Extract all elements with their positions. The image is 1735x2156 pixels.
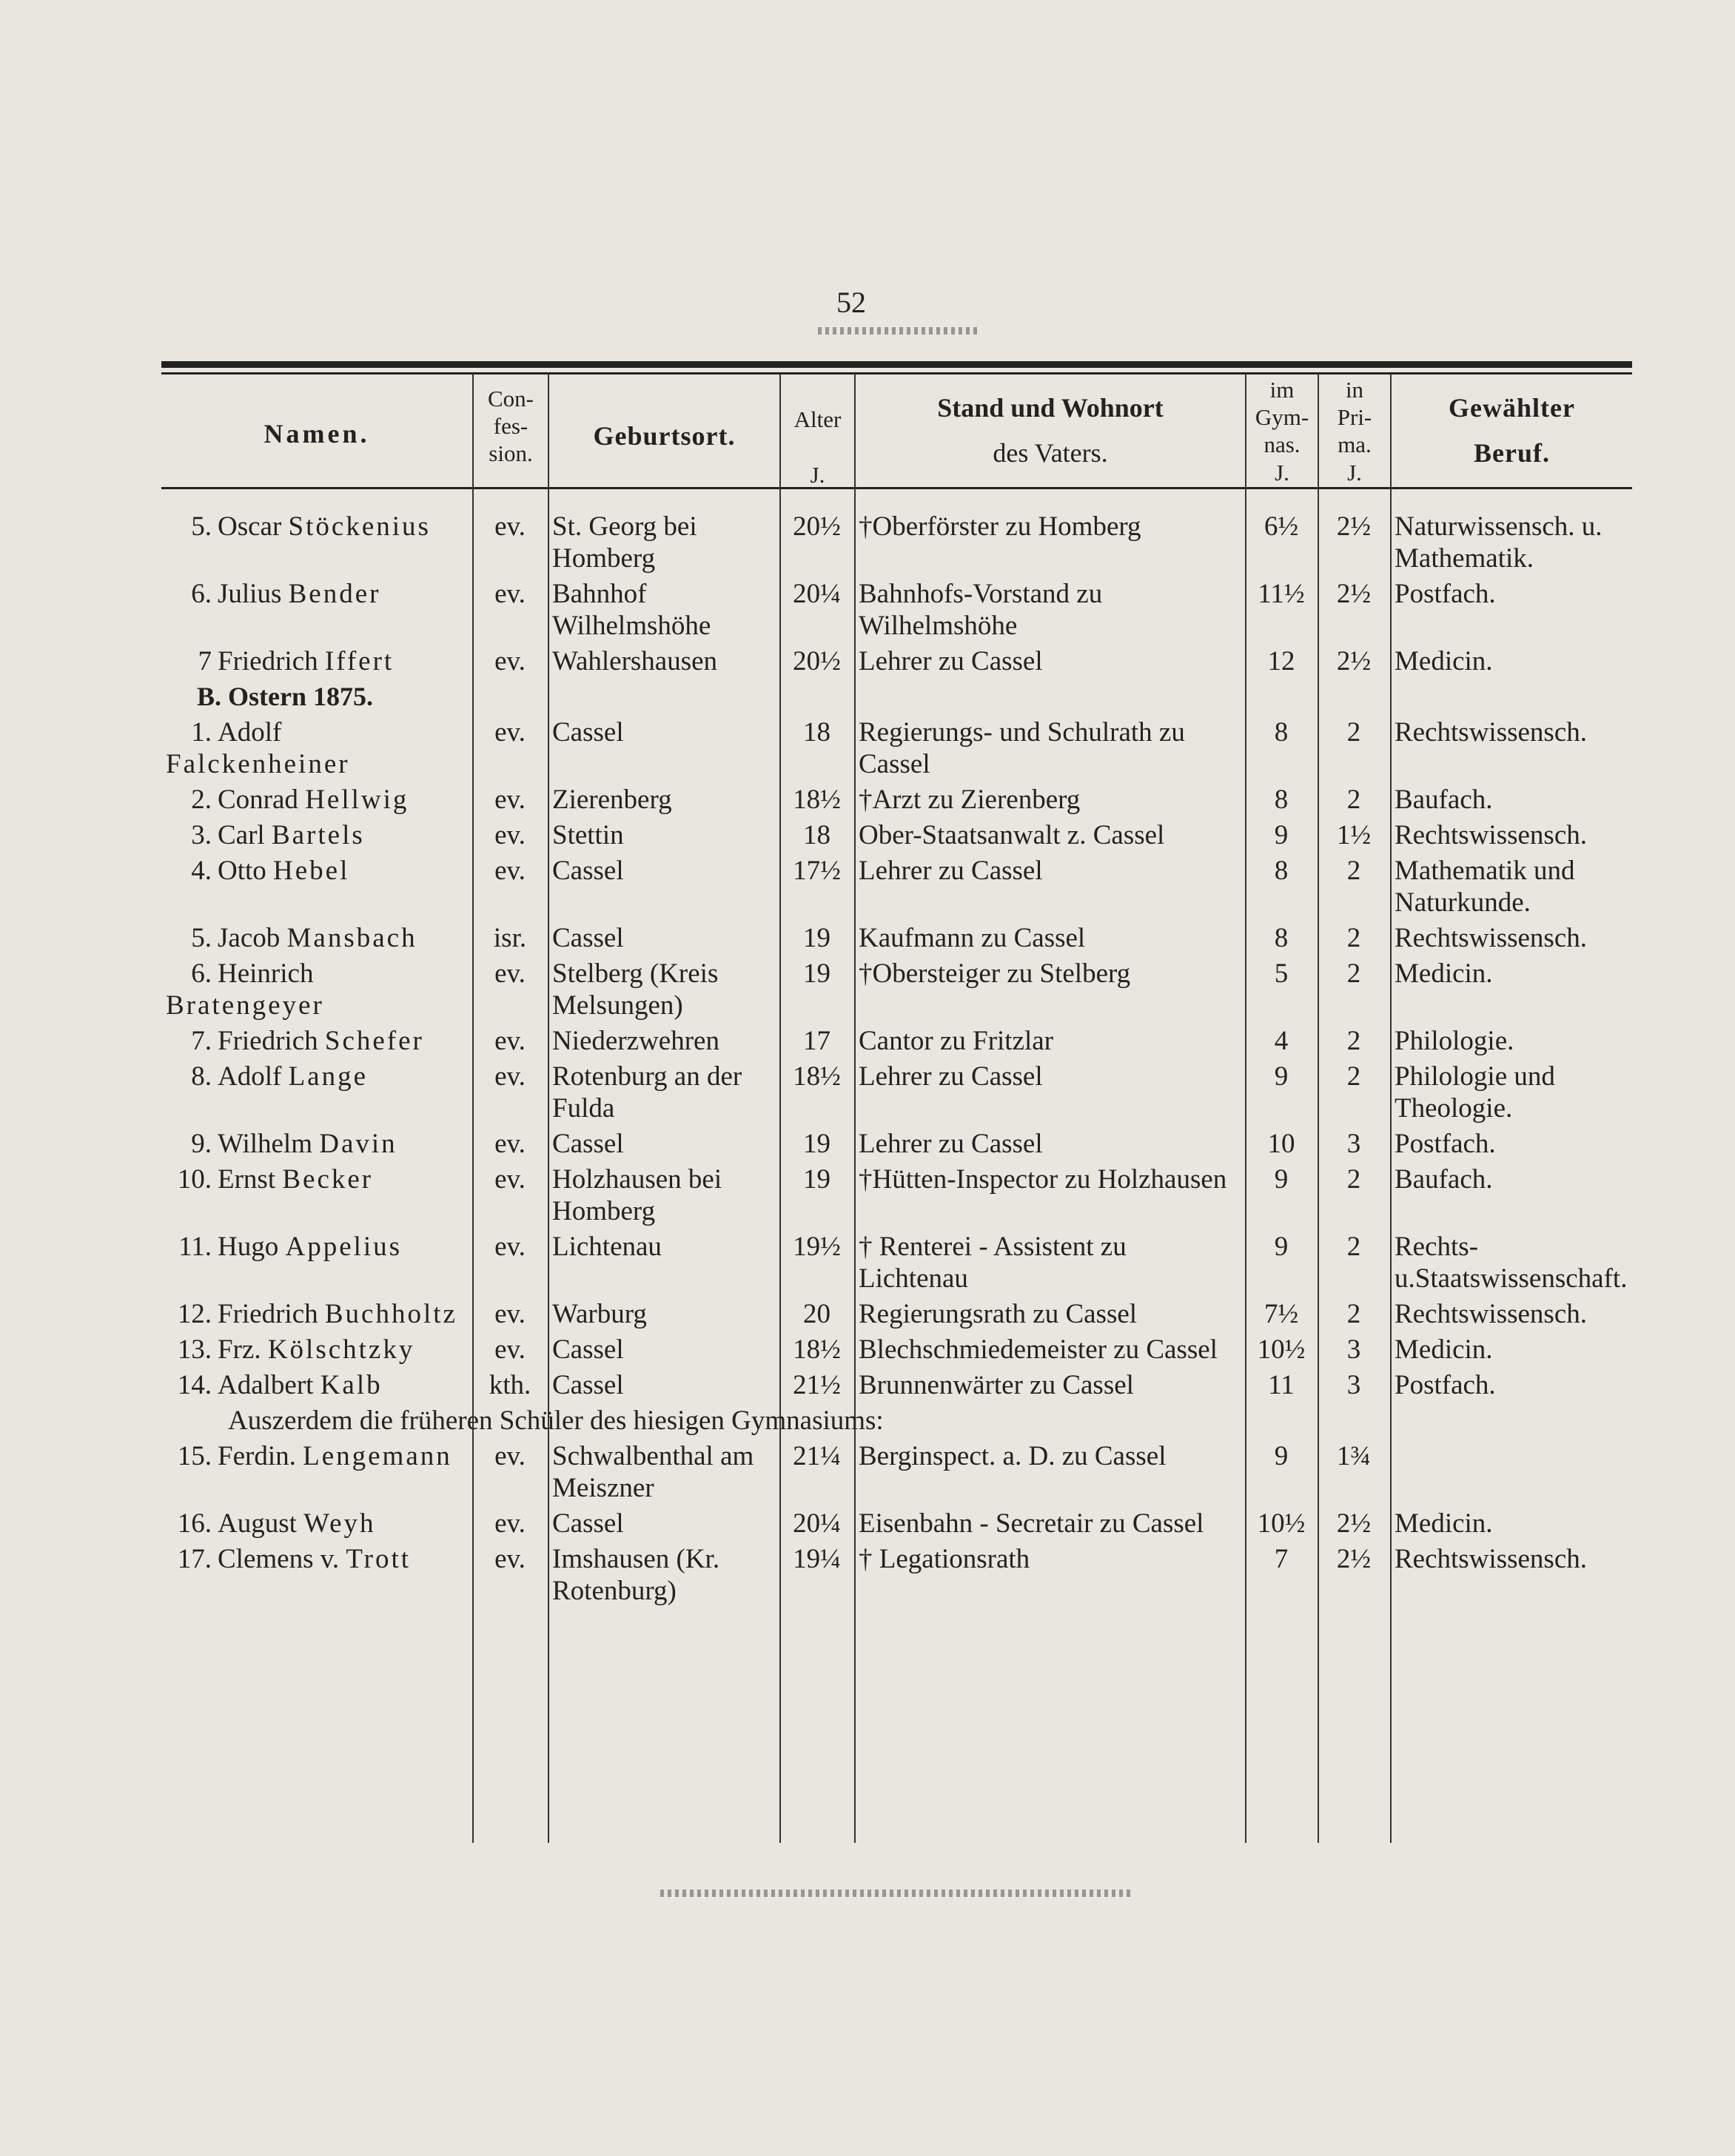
row-number: 2. (191, 785, 212, 815)
confession-cell: ev. (494, 1232, 526, 1262)
confession-cell: ev. (494, 958, 526, 989)
table-row (161, 1298, 1632, 1334)
prima-years-cell: 2 (1346, 856, 1361, 886)
first-name: Carl (218, 820, 265, 850)
gymnasium-years-cell: 5 (1274, 958, 1289, 989)
birthplace-cell: St. Georg bei Homberg (552, 511, 697, 574)
row-number: 5. (191, 511, 212, 542)
gymnasium-years-cell: 9 (1274, 1164, 1289, 1195)
row-number: 5. (191, 923, 212, 953)
profession-cell: Baufach. (1395, 1164, 1493, 1195)
row-number: 9. (191, 1129, 212, 1159)
birthplace-cell: Rotenburg an der Fulda (552, 1061, 742, 1124)
age-cell: 19 (803, 1164, 830, 1195)
first-name: Jacob (218, 923, 281, 953)
profession-cell: Philologie. (1395, 1026, 1514, 1056)
header-profession: Gewählter Beruf. (1449, 393, 1575, 469)
gymnasium-years-cell: 7 (1274, 1544, 1289, 1574)
table-row (161, 855, 1632, 922)
student-name (161, 1061, 472, 1128)
table-row (161, 922, 1632, 958)
father-cell: † Renterei - Assistent zu Lichtenau (859, 1232, 1127, 1294)
first-name: Wilhelm (218, 1129, 312, 1159)
student-name (161, 1231, 472, 1298)
prima-years-cell: 2 (1346, 1299, 1361, 1329)
confession-cell: ev. (494, 1508, 526, 1539)
first-name: Ernst (218, 1164, 276, 1195)
row-number: 13. (177, 1334, 212, 1365)
age-cell: 20½ (793, 511, 841, 542)
row-number: 7 (198, 646, 212, 676)
header-age: Alter J. (793, 406, 842, 488)
last-name: Hebel (273, 856, 350, 886)
student-name (161, 1543, 472, 1611)
profession-cell: Rechtswissensch. (1395, 1299, 1587, 1329)
age-cell: 20¼ (793, 1508, 841, 1539)
row-number: 4. (191, 856, 212, 886)
birthplace-cell: Imshausen (Kr. Rotenburg) (552, 1544, 720, 1606)
age-cell: 20¼ (793, 579, 841, 609)
profession-cell: Mathematik und Naturkunde. (1395, 856, 1575, 918)
prima-years-cell: 2 (1346, 1026, 1361, 1056)
confession-cell: ev. (494, 1129, 526, 1159)
row-number: 3. (191, 820, 212, 850)
last-name: Falckenheiner (166, 749, 350, 779)
gymnasium-years-cell: 11½ (1258, 579, 1305, 609)
father-cell: Regierungsrath zu Cassel (859, 1299, 1138, 1329)
table-row (161, 578, 1632, 645)
prima-years-cell: 2 (1346, 785, 1361, 815)
prima-years-cell: 3 (1346, 1370, 1361, 1400)
last-name: Lange (288, 1061, 369, 1092)
father-cell: Ober-Staatsanwalt z. Cassel (859, 820, 1165, 850)
row-number: 16. (177, 1508, 212, 1539)
prima-years-cell: 2½ (1336, 1508, 1372, 1539)
table-row (161, 1440, 1632, 1508)
row-number: 7. (191, 1026, 212, 1056)
father-cell: †Arzt zu Zierenberg (859, 785, 1081, 815)
table-row (161, 1543, 1632, 1611)
row-number: 1. (191, 717, 212, 748)
row-number: 12. (177, 1299, 212, 1329)
prima-years-cell: 2½ (1336, 579, 1372, 609)
table-row (161, 1369, 1632, 1405)
prima-years-cell: 2½ (1336, 1544, 1372, 1574)
age-cell: 21½ (793, 1370, 841, 1400)
last-name: Lengemann (303, 1441, 452, 1471)
age-cell: 19 (803, 1129, 830, 1159)
prima-years-cell: 2 (1346, 1164, 1361, 1195)
birthplace-cell: Lichtenau (552, 1232, 662, 1262)
prima-years-cell: 2 (1346, 717, 1361, 748)
profession-cell: Baufach. (1395, 785, 1493, 815)
last-name: Buchholtz (324, 1299, 457, 1329)
profession-cell: Rechtswissensch. (1395, 1544, 1587, 1574)
profession-cell: Rechtswissensch. (1395, 923, 1587, 953)
last-name: Iffert (324, 646, 395, 676)
birthplace-cell: Cassel (552, 1334, 624, 1365)
note-row (161, 1405, 1632, 1440)
first-name: Friedrich (218, 1299, 318, 1329)
age-cell: 17½ (793, 856, 841, 886)
table-row (161, 784, 1632, 819)
prima-years-cell: 1½ (1336, 820, 1372, 850)
father-cell: Lehrer zu Cassel (859, 1061, 1043, 1092)
birthplace-cell: Stelberg (Kreis Melsungen) (552, 958, 719, 1021)
age-cell: 19½ (793, 1232, 841, 1262)
gymnasium-years-cell: 4 (1274, 1026, 1289, 1056)
student-name (161, 1128, 472, 1163)
father-cell: Eisenbahn - Secretair zu Cassel (859, 1508, 1204, 1539)
header-prima: in Pri- ma. J. (1337, 377, 1372, 486)
birthplace-cell: Warburg (552, 1299, 647, 1329)
birthplace-cell: Cassel (552, 717, 624, 748)
birthplace-cell: Schwalbenthal am Meiszner (552, 1441, 754, 1503)
age-cell: 19 (803, 958, 830, 989)
last-name: Appelius (285, 1232, 403, 1262)
gymnasium-years-cell: 11 (1268, 1370, 1295, 1400)
first-name: Adalbert (218, 1370, 314, 1400)
student-name (161, 1334, 472, 1369)
student-name (161, 819, 472, 855)
age-cell: 17 (803, 1026, 830, 1056)
last-name: Stöckenius (288, 511, 431, 542)
prima-years-cell: 2 (1346, 1232, 1361, 1262)
first-name: Julius (218, 579, 282, 609)
age-cell: 18 (803, 820, 830, 850)
birthplace-cell: Cassel (552, 856, 624, 886)
confession-cell: ev. (494, 1164, 526, 1195)
ornament-top (818, 327, 977, 335)
prima-years-cell: 3 (1346, 1334, 1361, 1365)
confession-cell: ev. (494, 1544, 526, 1574)
birthplace-cell: Holzhausen bei Homberg (552, 1164, 722, 1226)
last-name: Hellwig (305, 785, 409, 815)
profession-cell: Medicin. (1395, 1334, 1493, 1365)
table-row (161, 645, 1632, 681)
ornament-bottom (660, 1890, 1134, 1897)
row-number: 17. (177, 1544, 212, 1574)
father-cell: † Legationsrath (859, 1544, 1030, 1574)
father-cell: Cantor zu Fritzlar (859, 1026, 1054, 1056)
age-cell: 21¼ (793, 1441, 841, 1471)
first-name: Friedrich (218, 646, 318, 676)
prima-years-cell: 2 (1346, 958, 1361, 989)
birthplace-cell: Cassel (552, 1370, 624, 1400)
father-cell: Bahnhofs-Vorstand zu Wilhelmshöhe (859, 579, 1103, 641)
last-name: Weyh (303, 1508, 376, 1539)
first-name: Adolf (218, 717, 282, 748)
student-name (161, 1025, 472, 1061)
confession-cell: isr. (493, 923, 527, 953)
prima-years-cell: 2 (1346, 923, 1361, 953)
section-heading: B. Ostern 1875. (197, 682, 373, 711)
header-rule-bottom (161, 487, 1632, 489)
table-row (161, 1231, 1632, 1298)
student-name (161, 855, 472, 922)
table-row (161, 1334, 1632, 1369)
confession-cell: ev. (494, 1334, 526, 1365)
gymnasium-years-cell: 9 (1274, 820, 1289, 850)
gymnasium-years-cell: 8 (1274, 785, 1289, 815)
student-name (161, 645, 472, 681)
row-number: 6. (191, 579, 212, 609)
confession-cell: ev. (494, 1026, 526, 1056)
confession-cell: ev. (494, 1061, 526, 1092)
header-gymnasium: im Gym- nas. J. (1255, 377, 1309, 486)
gymnasium-years-cell: 6½ (1264, 511, 1299, 542)
confession-cell: ev. (494, 717, 526, 748)
gymnasium-years-cell: 8 (1274, 923, 1289, 953)
age-cell: 18½ (793, 1334, 841, 1365)
father-cell: Brunnenwärter zu Cassel (859, 1370, 1134, 1400)
table-row (161, 1163, 1632, 1231)
last-name: Davin (319, 1129, 397, 1159)
student-name (161, 1508, 472, 1543)
profession-cell: Rechtswissensch. (1395, 820, 1587, 850)
profession-cell: Medicin. (1395, 1508, 1493, 1539)
profession-cell: Postfach. (1395, 1129, 1496, 1159)
birthplace-cell: Stettin (552, 820, 624, 850)
father-cell: †Obersteiger zu Stelberg (859, 958, 1131, 989)
birthplace-cell: Cassel (552, 923, 624, 953)
student-name (161, 1440, 472, 1508)
father-cell: Kaufmann zu Cassel (859, 923, 1086, 953)
last-name: Mansbach (286, 923, 417, 953)
first-name: Heinrich (218, 958, 314, 989)
gymnasium-years-cell: 10½ (1257, 1508, 1306, 1539)
row-number: 10. (177, 1164, 212, 1195)
student-name (161, 1298, 472, 1334)
birthplace-cell: Zierenberg (552, 785, 672, 815)
prima-years-cell: 3 (1346, 1129, 1361, 1159)
profession-cell: Philologie und Theologie. (1395, 1061, 1555, 1124)
last-name: Becker (282, 1164, 374, 1195)
first-name: August (218, 1508, 297, 1539)
profession-cell: Rechts- u.Staatswissenschaft. (1395, 1232, 1628, 1294)
header-rule-mid (161, 372, 1632, 375)
table-row (161, 819, 1632, 855)
birthplace-cell: Bahnhof Wilhelmshöhe (552, 579, 711, 641)
father-cell: †Oberförster zu Homberg (859, 511, 1141, 542)
profession-cell: Postfach. (1395, 579, 1496, 609)
section-heading-row (161, 681, 1632, 716)
row-number: 15. (177, 1441, 212, 1471)
father-cell: Lehrer zu Cassel (859, 1129, 1043, 1159)
student-name (161, 1163, 472, 1231)
table-row (161, 1025, 1632, 1061)
first-name: Frz. (218, 1334, 261, 1365)
first-name: Adolf (218, 1061, 282, 1092)
birthplace-cell: Niederzwehren (552, 1026, 719, 1056)
first-name: Ferdin. (218, 1441, 296, 1471)
first-name: Conrad (218, 785, 298, 815)
header-name: Namen. (264, 419, 370, 449)
first-name: Clemens v. (218, 1544, 340, 1574)
confession-cell: kth. (489, 1370, 531, 1400)
note-text: Auszerdem die früheren Schüler des hiesigen Gymnasiums: (228, 1406, 884, 1436)
first-name: Friedrich (218, 1026, 318, 1056)
confession-cell: ev. (494, 579, 526, 609)
profession-cell: Medicin. (1395, 646, 1493, 676)
profession-cell: Rechtswissensch. (1395, 717, 1587, 748)
student-name (161, 958, 472, 1025)
last-name: Schefer (324, 1026, 424, 1056)
gymnasium-years-cell: 8 (1274, 856, 1289, 886)
father-cell: †Hütten-Inspector zu Holzhausen (859, 1164, 1227, 1195)
table-row (161, 1061, 1632, 1128)
row-number: 6. (191, 958, 212, 989)
gymnasium-years-cell: 9 (1274, 1061, 1289, 1092)
confession-cell: ev. (494, 856, 526, 886)
gymnasium-years-cell: 10½ (1257, 1334, 1306, 1365)
father-cell: Lehrer zu Cassel (859, 856, 1043, 886)
student-name (161, 784, 472, 819)
age-cell: 18½ (793, 1061, 841, 1092)
student-name (161, 716, 472, 784)
last-name: Kölschtzky (267, 1334, 415, 1365)
last-name: Trott (346, 1544, 412, 1574)
table-row (161, 511, 1632, 578)
prima-years-cell: 2½ (1336, 646, 1372, 676)
last-name: Bratengeyer (166, 990, 324, 1021)
gymnasium-years-cell: 9 (1274, 1232, 1289, 1262)
row-number: 8. (191, 1061, 212, 1092)
age-cell: 20 (803, 1299, 830, 1329)
student-name (161, 578, 472, 645)
age-cell: 19¼ (793, 1544, 841, 1574)
student-name (161, 922, 472, 958)
gymnasium-years-cell: 10 (1267, 1129, 1295, 1159)
table-row (161, 716, 1632, 784)
birthplace-cell: Cassel (552, 1129, 624, 1159)
table-row (161, 1128, 1632, 1163)
profession-cell (1390, 1440, 1632, 1508)
first-name: Hugo (218, 1232, 279, 1262)
prima-years-cell: 2½ (1336, 511, 1372, 542)
age-cell: 18½ (793, 785, 841, 815)
last-name: Bartels (271, 820, 365, 850)
profession-cell: Naturwissensch. u. Mathematik. (1395, 511, 1603, 574)
father-cell: Regierungs- und Schulrath zu Cassel (859, 717, 1185, 779)
gymnasium-years-cell: 12 (1267, 646, 1295, 676)
row-number: 14. (177, 1370, 212, 1400)
header-father: Stand und Wohnort des Vaters. (937, 393, 1164, 469)
last-name: Kalb (320, 1370, 383, 1400)
prima-years-cell: 2 (1346, 1061, 1361, 1092)
confession-cell: ev. (494, 1299, 526, 1329)
row-number: 11. (178, 1232, 212, 1262)
father-cell: Berginspect. a. D. zu Cassel (859, 1441, 1167, 1471)
gymnasium-years-cell: 8 (1274, 717, 1289, 748)
table-row (161, 1508, 1632, 1543)
header-birthplace: Geburtsort. (593, 421, 736, 451)
birthplace-cell: Wahlershausen (552, 646, 718, 676)
header-rule-top (161, 361, 1632, 368)
student-table (161, 511, 1632, 1611)
last-name: Bender (288, 579, 381, 609)
age-cell: 20½ (793, 646, 841, 676)
father-cell: Lehrer zu Cassel (859, 646, 1043, 676)
confession-cell: ev. (494, 1441, 526, 1471)
confession-cell: ev. (494, 511, 526, 542)
header-confession: Con- fes- sion. (488, 386, 534, 467)
student-name (161, 511, 472, 578)
page-number: 52 (836, 286, 866, 319)
student-name (161, 1369, 472, 1405)
birthplace-cell: Cassel (552, 1508, 624, 1539)
confession-cell: ev. (494, 785, 526, 815)
confession-cell: ev. (494, 646, 526, 676)
age-cell: 18 (803, 717, 830, 748)
table-row (161, 958, 1632, 1025)
profession-cell: Medicin. (1395, 958, 1493, 989)
gymnasium-years-cell: 9 (1274, 1441, 1289, 1471)
age-cell: 19 (803, 923, 830, 953)
first-name: Otto (218, 856, 266, 886)
father-cell: Blechschmiedemeister zu Cassel (859, 1334, 1218, 1365)
confession-cell: ev. (494, 820, 526, 850)
gymnasium-years-cell: 7½ (1264, 1299, 1299, 1329)
profession-cell: Postfach. (1395, 1370, 1496, 1400)
first-name: Oscar (218, 511, 282, 542)
prima-years-cell: 1¾ (1336, 1441, 1372, 1471)
